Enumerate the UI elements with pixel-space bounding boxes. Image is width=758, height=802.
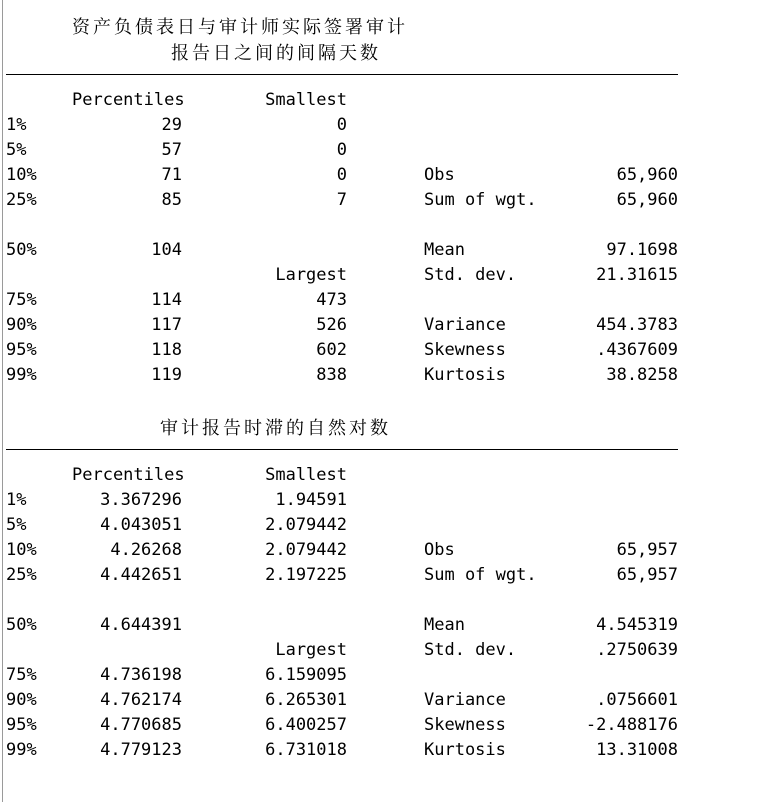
stat-label: Variance: [424, 690, 506, 710]
extreme-value: 602: [316, 340, 347, 360]
percentile-value: 4.442651: [100, 565, 182, 585]
percentile-label: 90%: [6, 315, 37, 335]
percentile-label: 10%: [6, 165, 37, 185]
percentile-value: 85: [161, 190, 182, 210]
table1-header-row: [0, 88, 690, 113]
percentile-label: 99%: [6, 740, 37, 760]
stat-label: Sum of wgt.: [424, 190, 537, 210]
table-row: [0, 188, 690, 213]
table-row: [0, 113, 690, 138]
stat-label: Kurtosis: [424, 740, 506, 760]
percentile-value: 71: [161, 165, 182, 185]
stat-value: 38.8258: [606, 365, 678, 385]
percentile-value: 4.736198: [100, 665, 182, 685]
percentile-value: 29: [161, 115, 182, 135]
stat-value: 97.1698: [606, 240, 678, 260]
percentile-label: 95%: [6, 340, 37, 360]
table-row: [0, 238, 690, 263]
table2-header-row: [0, 463, 690, 488]
extreme-value: 6.159095: [265, 665, 347, 685]
smallest-header: Smallest: [265, 465, 347, 485]
extreme-value: 2.079442: [265, 515, 347, 535]
stat-value: .4367609: [596, 340, 678, 360]
extreme-value: 526: [316, 315, 347, 335]
stat-label: Std. dev.: [424, 265, 517, 285]
extreme-value: 0: [336, 165, 347, 185]
table2-title: 审计报告时滞的自然对数: [160, 418, 391, 439]
percentile-label: 50%: [6, 615, 37, 635]
percentile-label: 90%: [6, 690, 37, 710]
table-row: [0, 513, 690, 538]
percentile-label: 95%: [6, 715, 37, 735]
percentile-value: 104: [151, 240, 182, 260]
percentile-value: 4.770685: [100, 715, 182, 735]
table-row: [0, 738, 690, 763]
percentile-label: 5%: [6, 515, 27, 535]
table-row: [0, 613, 690, 638]
stat-label: Sum of wgt.: [424, 565, 537, 585]
extreme-value: 1.94591: [275, 490, 347, 510]
stat-label: Mean: [424, 615, 465, 635]
table-row: [0, 488, 690, 513]
percentile-label: 10%: [6, 540, 37, 560]
percentile-value: 114: [151, 290, 182, 310]
table2-divider: [6, 449, 678, 450]
stat-value: 65,960: [616, 190, 678, 210]
stat-value: 65,957: [616, 565, 678, 585]
extreme-value: 0: [336, 140, 347, 160]
largest-header: Largest: [275, 640, 347, 660]
smallest-header: Smallest: [265, 90, 347, 110]
percentile-value: 4.762174: [100, 690, 182, 710]
table-row: [0, 138, 690, 163]
percentile-value: 117: [151, 315, 182, 335]
percentile-value: 57: [161, 140, 182, 160]
stat-value: 4.545319: [596, 615, 678, 635]
percentile-value: 4.779123: [100, 740, 182, 760]
largest-header: Largest: [275, 265, 347, 285]
percentile-label: 75%: [6, 665, 37, 685]
extreme-value: 6.265301: [265, 690, 347, 710]
table-row: [0, 538, 690, 563]
extreme-value: 2.197225: [265, 565, 347, 585]
extreme-value: 838: [316, 365, 347, 385]
percentile-label: 1%: [6, 115, 27, 135]
stat-value: .2750639: [596, 640, 678, 660]
stat-label: Skewness: [424, 715, 506, 735]
table-row: [0, 713, 690, 738]
table-row: [0, 163, 690, 188]
percentile-value: 4.26268: [110, 540, 182, 560]
extreme-value: 7: [336, 190, 347, 210]
table1-divider: [6, 74, 678, 75]
stat-value: 13.31008: [596, 740, 678, 760]
percentile-label: 99%: [6, 365, 37, 385]
table-row: [0, 288, 690, 313]
extreme-value: 6.400257: [265, 715, 347, 735]
percentiles-header: Percentiles: [72, 90, 185, 110]
stat-label: Variance: [424, 315, 506, 335]
table-row: [0, 338, 690, 363]
percentile-label: 25%: [6, 565, 37, 585]
table1-title-line1: 资产负债表日与审计师实际签署审计: [72, 17, 408, 38]
percentiles-header: Percentiles: [72, 465, 185, 485]
stat-value: .0756601: [596, 690, 678, 710]
table-row: [0, 663, 690, 688]
stat-label: Kurtosis: [424, 365, 506, 385]
stat-value: 454.3783: [596, 315, 678, 335]
percentile-value: 4.043051: [100, 515, 182, 535]
stat-label: Obs: [424, 165, 455, 185]
table-row: [0, 638, 690, 663]
percentile-label: 25%: [6, 190, 37, 210]
table-row: [0, 263, 690, 288]
percentile-value: 3.367296: [100, 490, 182, 510]
percentile-value: 119: [151, 365, 182, 385]
stat-value: -2.488176: [585, 715, 678, 735]
table-row: [0, 363, 690, 388]
extreme-value: 6.731018: [265, 740, 347, 760]
percentile-label: 75%: [6, 290, 37, 310]
stat-label: Obs: [424, 540, 455, 560]
percentile-value: 4.644391: [100, 615, 182, 635]
table-row: [0, 313, 690, 338]
stat-label: Skewness: [424, 340, 506, 360]
stat-label: Mean: [424, 240, 465, 260]
table-row: [0, 563, 690, 588]
table1-title-line2: 报告日之间的间隔天数: [171, 43, 381, 64]
stat-value: 65,957: [616, 540, 678, 560]
table-row: [0, 688, 690, 713]
percentile-label: 50%: [6, 240, 37, 260]
percentile-value: 118: [151, 340, 182, 360]
percentile-label: 5%: [6, 140, 27, 160]
stat-label: Std. dev.: [424, 640, 517, 660]
extreme-value: 2.079442: [265, 540, 347, 560]
extreme-value: 473: [316, 290, 347, 310]
percentile-label: 1%: [6, 490, 27, 510]
stat-value: 65,960: [616, 165, 678, 185]
extreme-value: 0: [336, 115, 347, 135]
stat-value: 21.31615: [596, 265, 678, 285]
